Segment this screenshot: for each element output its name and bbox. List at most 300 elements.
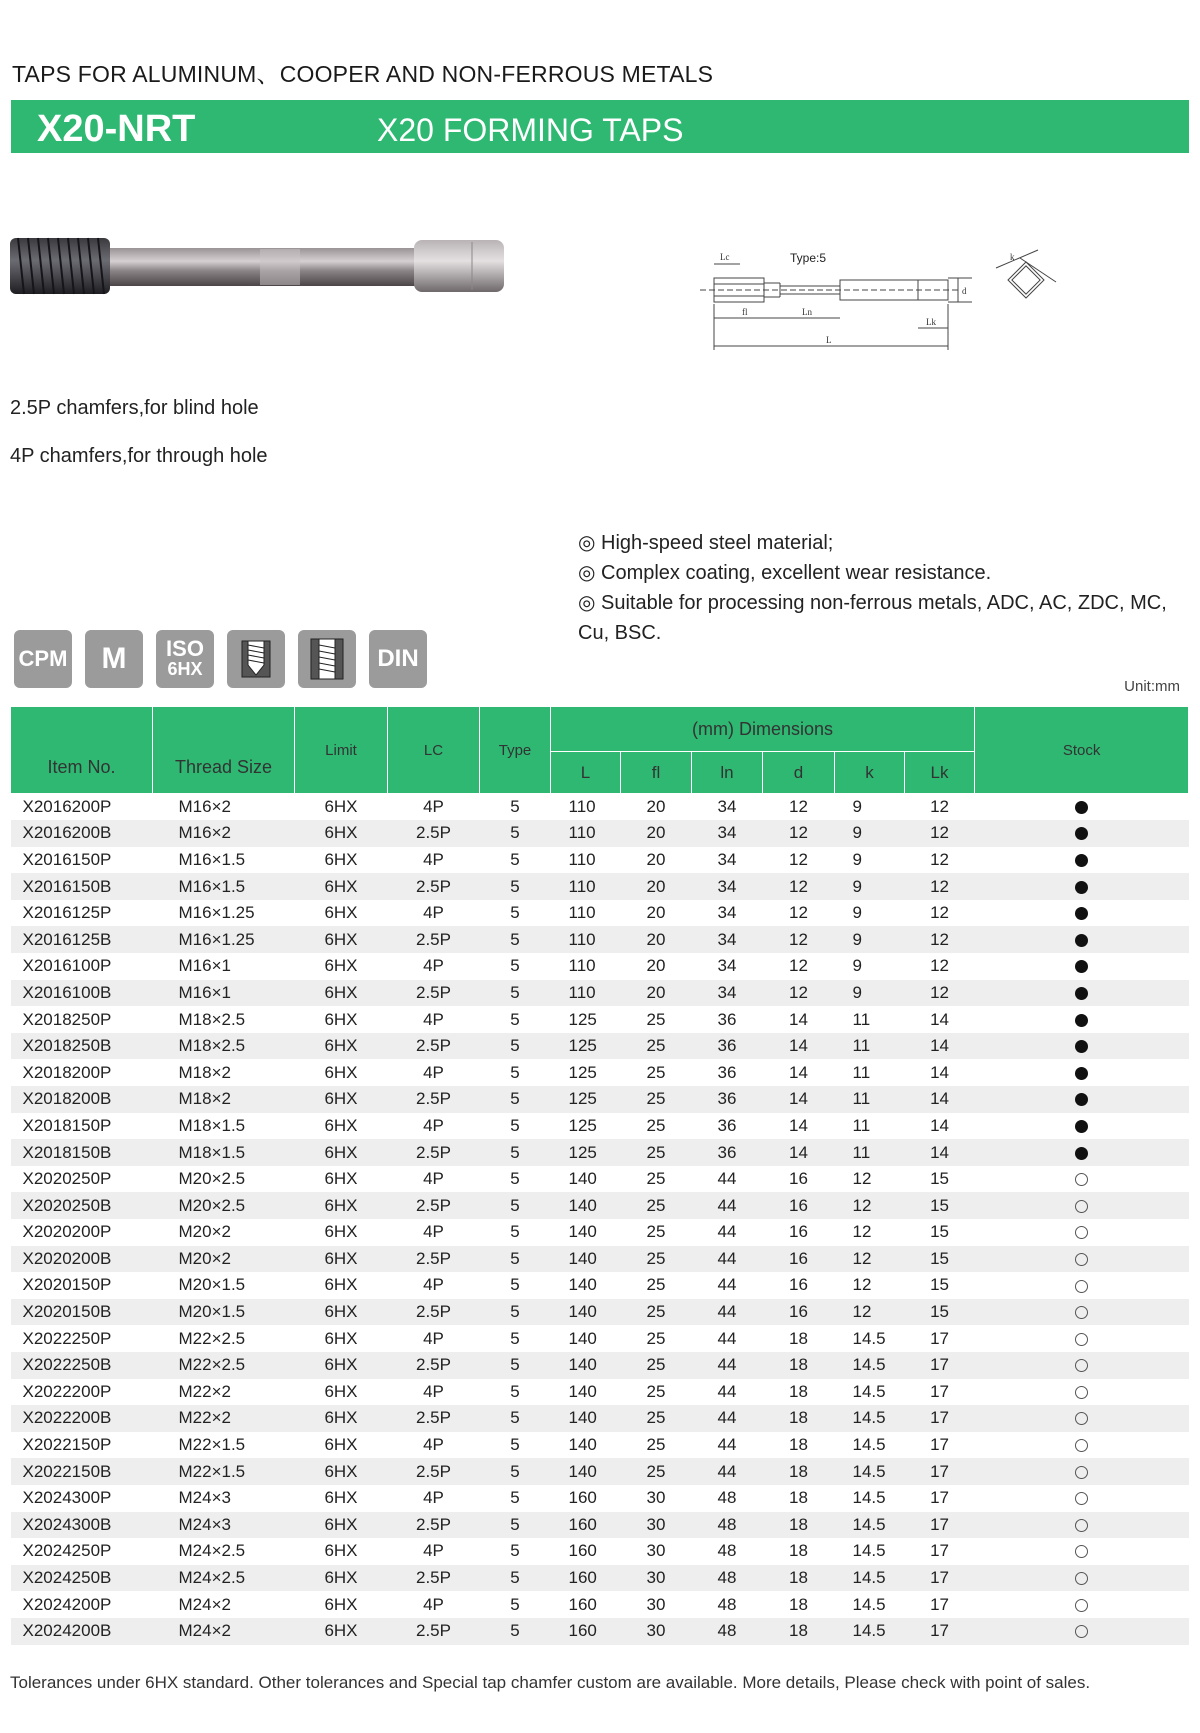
- thread-size-cell: M22×2.5: [178, 1328, 246, 1348]
- limit-cell: 6HX: [295, 1405, 388, 1432]
- stock-cell: [975, 1113, 1189, 1140]
- fl-cell: 25: [621, 1458, 692, 1485]
- thread-size-cell: M20×1.5: [153, 1299, 295, 1326]
- fl-cell: 25: [621, 1033, 692, 1060]
- stock-cell: [975, 953, 1189, 980]
- limit-cell: 6HX: [324, 1169, 358, 1189]
- blind-hole-icon: [227, 630, 285, 688]
- k-cell: 14.5: [852, 1594, 886, 1614]
- k-cell: 11: [852, 1062, 871, 1082]
- k-cell: 9: [835, 873, 905, 900]
- lk-cell: 12: [905, 873, 975, 900]
- d-cell: 18: [789, 1381, 808, 1401]
- limit-cell: 6HX: [295, 1139, 388, 1166]
- thread-size-cell: M20×2.5: [178, 1169, 246, 1189]
- k-cell: 11: [852, 1115, 871, 1135]
- k-cell: 14.5: [852, 1435, 886, 1455]
- fl-cell: 20: [646, 797, 666, 817]
- item-no-cell: X2016125B: [11, 926, 153, 953]
- d-cell: 18: [789, 1594, 808, 1614]
- col-dim-d: d: [763, 752, 835, 794]
- item-no-cell: X2016100B: [11, 980, 153, 1007]
- lk-cell: 15: [930, 1169, 949, 1189]
- stock-cell: [975, 1538, 1189, 1565]
- lc-cell: 2.5P: [388, 873, 480, 900]
- k-cell: 9: [835, 820, 905, 847]
- l-cell: 140: [568, 1435, 597, 1455]
- k-cell: 11: [852, 1009, 871, 1029]
- thread-size-cell: M20×2.5: [153, 1192, 295, 1219]
- fl-cell: 25: [646, 1435, 666, 1455]
- table-row: [11, 1033, 1189, 1060]
- l-cell: 140: [551, 1352, 621, 1379]
- fl-cell: 30: [621, 1512, 692, 1539]
- lc-cell: 4P: [423, 1328, 444, 1348]
- type-cell: 5: [480, 1405, 551, 1432]
- k-label: k: [1010, 252, 1015, 262]
- ln-cell: 36: [692, 1086, 763, 1113]
- fl-cell: 25: [621, 1086, 692, 1113]
- col-item-no: Item No.: [11, 707, 153, 794]
- thread-size-cell: M18×2: [153, 1086, 295, 1113]
- item-no-cell: X2020250B: [11, 1192, 153, 1219]
- d-cell: 16: [763, 1246, 835, 1273]
- d-cell: 18: [763, 1512, 835, 1539]
- table-row: [11, 900, 1189, 927]
- k-cell: 9: [835, 926, 905, 953]
- table-row: [11, 1272, 1189, 1299]
- lc-cell: 4P: [423, 1541, 444, 1561]
- limit-cell: 6HX: [324, 903, 358, 923]
- out-of-stock-icon: [1075, 1439, 1088, 1452]
- lk-cell: 12: [930, 849, 949, 869]
- thread-size-cell: M18×2.5: [153, 1033, 295, 1060]
- lc-cell: 4P: [423, 797, 444, 817]
- in-stock-icon: [1075, 801, 1088, 814]
- d-cell: 14: [789, 1009, 808, 1029]
- in-stock-icon: [1075, 934, 1088, 947]
- stock-cell: [975, 1405, 1189, 1432]
- d-cell: 16: [763, 1299, 835, 1326]
- d-cell: 16: [789, 1222, 808, 1242]
- thread-size-cell: M18×1.5: [178, 1115, 246, 1135]
- d-cell: 12: [763, 820, 835, 847]
- table-row: [11, 1192, 1189, 1219]
- k-cell: 11: [835, 1086, 905, 1113]
- limit-cell: 6HX: [295, 873, 388, 900]
- metric-badge-icon: M: [85, 630, 143, 688]
- fl-cell: 20: [621, 926, 692, 953]
- lk-cell: 17: [905, 1512, 975, 1539]
- lk-cell: 17: [905, 1565, 975, 1592]
- feature-item: ◎ Complex coating, excellent wear resistance.: [578, 562, 992, 584]
- fl-cell: 20: [646, 849, 666, 869]
- type-cell: 5: [480, 820, 551, 847]
- ln-cell: 34: [692, 820, 763, 847]
- stock-cell: [975, 1352, 1189, 1379]
- lk-cell: 17: [905, 1352, 975, 1379]
- type-cell: 5: [480, 1033, 551, 1060]
- thread-size-cell: M20×2: [178, 1222, 231, 1242]
- ln-cell: 48: [717, 1594, 737, 1614]
- footnote: Tolerances under 6HX standard. Other tolerances and Special tap chamfer custom are available. More details, Please check with point of sales.: [10, 1673, 1091, 1692]
- stock-cell: [975, 1458, 1189, 1485]
- item-no-cell: X2022250B: [11, 1352, 153, 1379]
- limit-cell: 6HX: [295, 1033, 388, 1060]
- lc-cell: 2.5P: [388, 1352, 480, 1379]
- out-of-stock-icon: [1075, 1492, 1088, 1505]
- l-cell: 110: [568, 956, 596, 976]
- out-of-stock-icon: [1075, 1200, 1088, 1213]
- lk-cell: 14: [905, 1086, 975, 1113]
- lk-cell: 12: [930, 797, 949, 817]
- table-row: [11, 873, 1189, 900]
- limit-cell: 6HX: [295, 1565, 388, 1592]
- ln-cell: 44: [692, 1458, 763, 1485]
- fl-cell: 30: [621, 1618, 692, 1645]
- out-of-stock-icon: [1075, 1333, 1088, 1346]
- stock-cell: [975, 1219, 1189, 1246]
- k-cell: 14.5: [835, 1405, 905, 1432]
- fl-cell: 25: [646, 1275, 666, 1295]
- l-cell: 110: [551, 926, 621, 953]
- lc-cell: 2.5P: [388, 1512, 480, 1539]
- table-row: [11, 980, 1189, 1007]
- stock-cell: [975, 1379, 1189, 1406]
- lc-cell: 2.5P: [388, 1246, 480, 1273]
- type-cell: 5: [510, 1009, 520, 1029]
- item-no-cell: X2024250B: [11, 1565, 153, 1592]
- unit-label: Unit:mm: [1124, 678, 1180, 695]
- limit-cell: 6HX: [324, 1435, 358, 1455]
- stock-cell: [975, 1512, 1189, 1539]
- lk-cell: 12: [930, 903, 949, 923]
- fl-cell: 25: [646, 1169, 666, 1189]
- fl-cell: 30: [646, 1541, 666, 1561]
- in-stock-icon: [1075, 1147, 1088, 1160]
- lk-cell: 15: [905, 1192, 975, 1219]
- chamfer-through-hole: 4P chamfers,for through hole: [10, 445, 268, 467]
- d-cell: 18: [789, 1541, 808, 1561]
- lc-cell: 4P: [423, 1062, 444, 1082]
- thread-size-cell: M16×1: [178, 956, 231, 976]
- l-cell: 140: [568, 1328, 597, 1348]
- type-label: Type:5: [790, 251, 827, 265]
- col-dimensions: (mm) Dimensions: [551, 707, 975, 752]
- in-stock-icon: [1075, 1067, 1088, 1080]
- type-cell: 5: [510, 903, 520, 923]
- ln-cell: 48: [692, 1512, 763, 1539]
- limit-cell: 6HX: [324, 1594, 358, 1614]
- ln-cell: 36: [692, 1139, 763, 1166]
- item-no-cell: X2024250P: [22, 1541, 112, 1561]
- d-cell: 18: [763, 1352, 835, 1379]
- l-label: L: [826, 335, 832, 345]
- out-of-stock-icon: [1075, 1545, 1088, 1558]
- k-cell: 12: [835, 1246, 905, 1273]
- table-row: [11, 1113, 1189, 1140]
- table-row: [11, 1352, 1189, 1379]
- col-dim-lk: Lk: [905, 752, 975, 794]
- out-of-stock-icon: [1075, 1253, 1088, 1266]
- limit-cell: 6HX: [295, 1352, 388, 1379]
- category-title: TAPS FOR ALUMINUM、COOPER AND NON-FERROUS METALS: [12, 61, 714, 87]
- lc-cell: 4P: [423, 1435, 444, 1455]
- limit-cell: 6HX: [295, 1512, 388, 1539]
- l-cell: 160: [568, 1488, 597, 1508]
- out-of-stock-icon: [1075, 1625, 1088, 1638]
- limit-cell: 6HX: [295, 1192, 388, 1219]
- lc-cell: 2.5P: [388, 1618, 480, 1645]
- type-cell: 5: [480, 1618, 551, 1645]
- thread-size-cell: M16×1.5: [153, 873, 295, 900]
- limit-cell: 6HX: [324, 1541, 358, 1561]
- l-cell: 125: [551, 1033, 621, 1060]
- item-no-cell: X2024200B: [11, 1618, 153, 1645]
- in-stock-icon: [1075, 960, 1088, 973]
- fl-cell: 30: [646, 1594, 666, 1614]
- item-no-cell: X2024300B: [11, 1512, 153, 1539]
- lc-cell: 4P: [423, 1275, 444, 1295]
- table-row: [11, 1618, 1189, 1645]
- l-cell: 140: [551, 1458, 621, 1485]
- type-cell: 5: [480, 1086, 551, 1113]
- d-cell: 14: [763, 1086, 835, 1113]
- lk-cell: 17: [930, 1488, 949, 1508]
- d-cell: 12: [763, 873, 835, 900]
- stock-cell: [975, 873, 1189, 900]
- lc-label: Lc: [720, 252, 730, 262]
- fl-cell: 25: [646, 1328, 666, 1348]
- lk-cell: 14: [930, 1062, 949, 1082]
- ln-cell: 44: [692, 1405, 763, 1432]
- lc-cell: 2.5P: [388, 1139, 480, 1166]
- type-cell: 5: [510, 1435, 520, 1455]
- lk-cell: 17: [930, 1541, 949, 1561]
- item-no-cell: X2022200B: [11, 1405, 153, 1432]
- type-cell: 5: [510, 956, 520, 976]
- din-badge-icon: DIN: [369, 630, 427, 688]
- k-cell: 14.5: [835, 1512, 905, 1539]
- limit-cell: 6HX: [295, 820, 388, 847]
- type-cell: 5: [480, 926, 551, 953]
- d-cell: 18: [763, 1618, 835, 1645]
- k-cell: 11: [835, 1139, 905, 1166]
- ln-label: Ln: [802, 307, 812, 317]
- lk-cell: 17: [930, 1328, 949, 1348]
- ln-cell: 34: [717, 797, 737, 817]
- item-no-cell: X2016150P: [22, 849, 112, 869]
- type-cell: 5: [480, 1299, 551, 1326]
- type-cell: 5: [480, 1458, 551, 1485]
- type-cell: 5: [510, 1594, 520, 1614]
- k-cell: 9: [835, 980, 905, 1007]
- in-stock-icon: [1075, 907, 1088, 920]
- k-cell: 14.5: [852, 1381, 886, 1401]
- table-row: [11, 1512, 1189, 1539]
- feature-item: ◎ High-speed steel material;: [578, 532, 834, 554]
- l-cell: 140: [568, 1169, 597, 1189]
- l-cell: 110: [568, 797, 596, 817]
- d-cell: 18: [763, 1458, 835, 1485]
- thread-size-cell: M24×3: [178, 1488, 231, 1508]
- in-stock-icon: [1075, 987, 1088, 1000]
- limit-cell: 6HX: [295, 1618, 388, 1645]
- lk-cell: 14: [905, 1033, 975, 1060]
- fl-cell: 30: [621, 1565, 692, 1592]
- d-cell: 16: [789, 1275, 808, 1295]
- d-cell: 14: [763, 1033, 835, 1060]
- fl-cell: 25: [646, 1009, 666, 1029]
- k-cell: 14.5: [835, 1618, 905, 1645]
- k-cell: 12: [835, 1192, 905, 1219]
- l-cell: 110: [551, 980, 621, 1007]
- type-cell: 5: [510, 849, 520, 869]
- limit-cell: 6HX: [324, 1275, 358, 1295]
- iso-6hx-badge-icon: ISO 6HX: [156, 630, 214, 688]
- item-no-cell: X2016100P: [22, 956, 112, 976]
- d-cell: 16: [789, 1169, 808, 1189]
- ln-cell: 34: [692, 926, 763, 953]
- l-cell: 140: [551, 1299, 621, 1326]
- thread-size-cell: M16×1.25: [153, 926, 295, 953]
- limit-cell: 6HX: [324, 1009, 358, 1029]
- fl-label: fl: [742, 307, 748, 317]
- ln-cell: 44: [717, 1435, 737, 1455]
- stock-cell: [975, 1432, 1189, 1459]
- ln-cell: 44: [717, 1222, 737, 1242]
- item-no-cell: X2016150B: [11, 873, 153, 900]
- stock-cell: [975, 926, 1189, 953]
- limit-cell: 6HX: [324, 1381, 358, 1401]
- d-cell: 18: [789, 1328, 808, 1348]
- type-cell: 5: [480, 1246, 551, 1273]
- feature-item: ◎ Suitable for processing non-ferrous metals, ADC, AC, ZDC, MC, Cu, BSC.: [578, 592, 1167, 644]
- ln-cell: 48: [692, 1618, 763, 1645]
- d-cell: 12: [789, 797, 808, 817]
- out-of-stock-icon: [1075, 1359, 1088, 1372]
- stock-cell: [975, 1139, 1189, 1166]
- thread-size-cell: M16×2: [178, 797, 231, 817]
- type-cell: 5: [510, 1222, 520, 1242]
- l-cell: 110: [568, 903, 596, 923]
- k-cell: 14.5: [852, 1541, 886, 1561]
- type-cell: 5: [510, 1328, 520, 1348]
- col-lc: LC: [388, 707, 480, 794]
- ln-cell: 36: [717, 1062, 737, 1082]
- feature-list: [578, 528, 1178, 648]
- out-of-stock-icon: [1075, 1306, 1088, 1319]
- lc-cell: 2.5P: [388, 1458, 480, 1485]
- product-banner: [11, 100, 1189, 153]
- k-cell: 14.5: [835, 1565, 905, 1592]
- lc-cell: 4P: [423, 1488, 444, 1508]
- table-row: [11, 1086, 1189, 1113]
- l-cell: 140: [568, 1275, 597, 1295]
- d-cell: 18: [763, 1565, 835, 1592]
- ln-cell: 44: [692, 1246, 763, 1273]
- limit-cell: 6HX: [295, 1086, 388, 1113]
- lk-cell: 12: [905, 980, 975, 1007]
- item-no-cell: X2022250P: [22, 1328, 112, 1348]
- thread-size-cell: M20×2: [153, 1246, 295, 1273]
- lk-cell: 14: [930, 1115, 949, 1135]
- thread-size-cell: M16×1: [153, 980, 295, 1007]
- stock-cell: [975, 1565, 1189, 1592]
- fl-cell: 20: [646, 956, 666, 976]
- type-cell: 5: [480, 1192, 551, 1219]
- spec-table-body: [11, 794, 1189, 1645]
- item-no-cell: X2020200P: [22, 1222, 112, 1242]
- tap-dimension-drawing: [690, 248, 1070, 368]
- lc-cell: 2.5P: [388, 820, 480, 847]
- stock-cell: [975, 1006, 1189, 1033]
- item-no-cell: X2018200B: [11, 1086, 153, 1113]
- stock-cell: [975, 1033, 1189, 1060]
- in-stock-icon: [1075, 854, 1088, 867]
- lk-cell: 12: [930, 956, 949, 976]
- type-cell: 5: [510, 1115, 520, 1135]
- table-row: [11, 1219, 1189, 1246]
- fl-cell: 20: [646, 903, 666, 923]
- fl-cell: 25: [621, 1246, 692, 1273]
- lc-cell: 4P: [423, 1169, 444, 1189]
- fl-cell: 25: [621, 1192, 692, 1219]
- limit-cell: 6HX: [295, 1246, 388, 1273]
- stock-cell: [975, 900, 1189, 927]
- stock-cell: [975, 1299, 1189, 1326]
- ln-cell: 44: [692, 1299, 763, 1326]
- limit-cell: 6HX: [324, 956, 358, 976]
- d-cell: 12: [789, 903, 808, 923]
- lk-cell: 17: [930, 1594, 949, 1614]
- item-no-cell: X2022150P: [22, 1435, 112, 1455]
- stock-cell: [975, 1086, 1189, 1113]
- fl-cell: 25: [621, 1405, 692, 1432]
- item-no-cell: X2024300P: [22, 1488, 112, 1508]
- l-cell: 110: [568, 849, 596, 869]
- limit-cell: 6HX: [324, 1222, 358, 1242]
- stock-cell: [975, 1325, 1189, 1352]
- lk-cell: 15: [930, 1222, 949, 1242]
- lk-cell: 12: [905, 820, 975, 847]
- ln-cell: 44: [717, 1275, 737, 1295]
- table-row: [11, 926, 1189, 953]
- col-stock: Stock: [975, 707, 1189, 794]
- type-cell: 5: [480, 1352, 551, 1379]
- fl-cell: 25: [621, 1139, 692, 1166]
- item-no-cell: X2024200P: [22, 1594, 112, 1614]
- product-name: X20 FORMING TAPS: [377, 112, 684, 148]
- table-row: [11, 820, 1189, 847]
- col-dim-k: k: [835, 752, 905, 794]
- table-row: [11, 1246, 1189, 1273]
- item-no-cell: X2020150B: [11, 1299, 153, 1326]
- item-no-cell: X2018150P: [22, 1115, 112, 1135]
- table-row: [11, 1432, 1189, 1459]
- table-row: [11, 1166, 1189, 1193]
- out-of-stock-icon: [1075, 1466, 1088, 1479]
- ln-cell: 36: [692, 1033, 763, 1060]
- item-no-cell: X2016125P: [22, 903, 112, 923]
- l-cell: 125: [568, 1062, 597, 1082]
- lk-cell: 14: [905, 1139, 975, 1166]
- in-stock-icon: [1075, 827, 1088, 840]
- d-cell: 12: [763, 980, 835, 1007]
- d-cell: 14: [789, 1062, 808, 1082]
- type-cell: 5: [480, 873, 551, 900]
- in-stock-icon: [1075, 1014, 1088, 1027]
